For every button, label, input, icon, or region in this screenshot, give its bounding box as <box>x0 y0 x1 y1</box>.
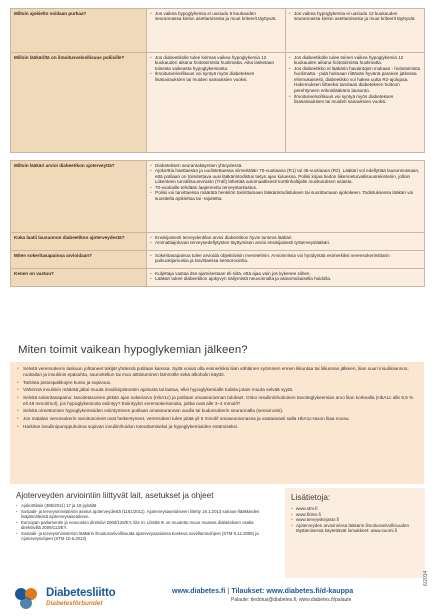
laws-section <box>16 491 261 542</box>
list-item: • Ajokorttilain (386/2011) 17 ja 18 pykälät <box>16 503 261 508</box>
question-cell: Milloin lääkäri arvioi diabeetikon ajoterveyttä? <box>11 161 147 233</box>
list-item: • Harkitse insuliinipumppuhoitoa sopivan insuliinihoidon toteuttamiseksi ja hypoglykemioiden estämiseksi. <box>17 424 418 430</box>
list-item: • Ajokorttia haettaessa ja uudistettaessa viimeistään 70-vuotiaana (R1) tai 45-vuotiaana (R2). Lääkäri voi edellyttää lausunnossaan, että potilaan on toimitettava uusi lääkärintodistus tietyn ajan kuluessa. Poliisi kirjaa tiedon liikenneturvallisuusrekisteriin, jolloin Liikenteen turvallisuusvirasto (Trafi) lähettää automaattisesti korttinhaltijalle muistutuksen asiasta. <box>150 168 421 185</box>
list-item: • Jos matalan verensokerin varoitusoireet ovat heikentyneet, verensokeri tulee pitää yli 5 mmol/l omaseurannassa ja vastaavasti salla HbA1c-tason liiaa nousu. <box>17 416 418 422</box>
logo-subtitle: Diabetesförbundet <box>46 600 103 607</box>
section-title: Miten toimit vaikean hypoglykemian jälkeen? <box>18 344 248 356</box>
list-item: • Euroopan parlamentin ja neuvoston direktiivi 2006/126/EY, liite III. Liitettä III on muutettu muun muassa diabeteksen osalta direktiivillä 2009/113/EY. <box>16 520 261 530</box>
list-item: • Selvitä sokeritasapaino: tavoitetasoinen pitkän ajan sokeriarvo (HbA1c) ja potilaan omaseurannan tulokset. Onko insuliininhoitoinen tavoiteglykeemian arvo liian korkealla (HbA1c alle 6,5 % eli 48 mmol/mol), jos hypoglykemioita esiintyy? Esiintyykö verensokerianoita, joitka ovat alle 3–4 mmol/l? <box>17 395 418 407</box>
answer-cell <box>147 53 286 153</box>
answer-cell <box>147 269 425 287</box>
list-item: • Vähennä insuliinin määrää jaltai muuta insuliinipistosten ajoitusta tai laatua, ellei hypoglykemialle todeta jotain muuta selvää syytä. <box>17 387 418 393</box>
table-row <box>11 53 425 153</box>
hypoglycemia-steps-box <box>10 362 424 484</box>
link-item[interactable]: • www.stm.fi <box>291 506 419 512</box>
list-item: • Diabeteksen seurantakäyntien yhteydessä. <box>150 163 421 169</box>
list-item: • Tarkista pistospaikkojen kunto ja sopivuus. <box>17 380 418 386</box>
list-item: • Jos diabeetikolle tulee kolmas vaikea hypoglykemia 12 kuukauden aikana hoitotoimista huolimatta. Aika lasketaan toisesta vaikeasta hypoglykemiasta. <box>150 55 282 72</box>
logo-mark-icon <box>12 585 42 611</box>
list-item: • Selvitä oireettomien hypoglykemioiden esiintyminen potilaan omaseurannan avulla tai kudossokerin seurannalla (sensorointi). <box>17 408 418 414</box>
list-item: • Jos vaikea hypoglykemia ei uusiudu 12 kuukauden seurannassa kielon asettamisesta ja muut kriteerit täyttyvät. <box>289 11 421 22</box>
answer-cell <box>286 9 425 53</box>
answer-cell <box>286 53 425 153</box>
list-item: • Kuljettaja vastaa itse ajamisestaan eli siitä, että ajaa vain jos kykenee siihen. <box>150 271 421 277</box>
question-cell: Kenen on vastuu? <box>11 269 147 287</box>
orders-label: Tilaukset: <box>231 587 265 595</box>
list-item: • Ajoterveyden arvioinnissa lääkärin ilmoitusvelvollisuuden täyttämisessä käytettävät lomakkeet: www.suomi.fi <box>291 523 419 534</box>
question-cell: Milloin ajokielto voidaan purkaa? <box>11 9 147 53</box>
table-row <box>11 269 425 287</box>
list-item: • Poliisi voi tarvittaessa määrätä henkilön toimittamaan lääkärintodistuksen tai suorittamaan ajokokeen. Todistuksessa lääkäri voi suositella ajokieltoa tai -rajoitetta. <box>150 190 421 201</box>
assessment-table <box>10 160 425 287</box>
site-link[interactable]: www.diabetes.fi <box>172 587 226 595</box>
list-item: • Sokeritasapainoa tulee arvioida objektiivisin menetelmin. Arvioinnissa voi hyödyntää esimerkiksi verensokerimittarin puikuokijamuisia ja tarvittaessa sensoroointia. <box>150 253 421 264</box>
list-item: • Selvitä verensokerin laskuun johtaneet tekijät yhdessä potilaan kanssa. Syitä voivat olla esimerkiksi liian vähäinen syöminen ennen liikuntaa tai liikunnan jälkeen, liian suuri insuliiniannos, ruokailun ja insuliinin epäsuhta, suunnitellun tai muu aittistuminen lämmölle sekä alkoholin käyttö. <box>17 366 418 378</box>
question-cell: Milloin lääkäriltä on ilmoitusvelvollisuus poliisille? <box>11 53 147 153</box>
criteria-table <box>10 8 425 153</box>
answer-cell <box>147 161 425 233</box>
list-item: • Ensisijaisesti terveydentilan arvioi diabeetikon hyvin tunteva lääkäri. <box>150 235 421 241</box>
feedback-text: Palaute: tiedotus@diabetes.fi, www.diabetes.fi/palaute <box>231 597 352 603</box>
answer-cell <box>147 233 425 251</box>
answer-cell <box>147 251 425 269</box>
list-item: • Jos diabeetikolle tulee toinen vaikea hypoglykemia 12 kuukauden aikana hoitotoimista huolimatta. <box>289 55 421 66</box>
footer-links <box>172 587 427 595</box>
list-item: • Ilmoitusvelvollisuus voi syntyä myös diabeteksen lisäsairauksien tai muiden sairauksien vuoksi. <box>289 94 421 105</box>
orders-link[interactable]: www.diabetes.fi/d-kauppa <box>266 587 354 595</box>
table-row <box>11 233 425 251</box>
more-info-title: Lisätietoja: <box>291 493 331 502</box>
table-row <box>11 251 425 269</box>
laws-title: Ajoterveyden arviointiin liittyvät lait, asetukset ja ohjeet <box>16 491 214 500</box>
question-cell: Kuka laatii lausunnon diabeetikon ajoterveydestä? <box>11 233 147 251</box>
question-cell: Miten sokeritasapainoa arvioidaan? <box>11 251 147 269</box>
table-row <box>11 9 425 53</box>
logo-name: Diabetesliitto <box>46 587 116 599</box>
table-row <box>11 161 425 233</box>
list-item: • Sosiaali- ja terveysministeriön asetus ajoterveydestä (1181/2011). Ajoterveysasetukseen liitetty 19.1.2013 sairaus-/lääkkeiden lisäjännitteistä ajoterveysasetuksen. <box>16 509 261 519</box>
answer-cell <box>147 9 286 53</box>
list-item: • Lääkäri tukee diabeetikon ajokyvyn säilymistä neuvonnalla ja asianmukaisella hoidolla. <box>150 276 421 282</box>
footer <box>172 587 427 603</box>
list-item: • Ilmoitusvelvollisuus voi syntyä myös diabeteksen lisäsairauksien tai muiden sairauksien vuoksi. <box>150 71 282 82</box>
list-item: • Sosiaali- ja terveysministeriön lääkärin ilmoitusvelvollisuutta ajoterveysasioissa koskeva sovellamisohjeet (STM 8.12.2006) ja Ajoterveysohjeet (STM 10.6.2013) <box>16 531 261 541</box>
link-item[interactable]: • www.terveyskirjasto.fi <box>291 517 419 523</box>
diabetesliitto-logo <box>12 585 172 611</box>
link-item[interactable]: • www.finlex.fi <box>291 512 419 518</box>
print-date: 6/2014 <box>423 570 429 586</box>
list-item: • 70-vuotiaille tehdään laajennettu terveystarkastus. <box>150 185 421 191</box>
list-item: • Ammattiajoluvan terveysedellytysten täyttymisen arvioi ensisijaisesti työterveyslääkäri. <box>150 240 421 246</box>
separator: | <box>227 587 230 595</box>
list-item: • Jos vaikea hypoglykemia ei uusiudu 6 kuukauden seurannassa kielon asettamisesta ja muut kriteerit täyttyvät. <box>150 11 282 22</box>
list-item: • Jos diabeetikko ei lääkärin havaintojen mukaan - hoitotoimista huolimatta - pidä hoitoaan riittävän hyvänä paranee jatkossa elinmukaisesti, diabeetikko voi hakea uutta R2-ajolupaa. Hakemuksen liitteeksi tarvitaan diabeteksen hoitoon perehtyneen erikoislääkärin lausunto. <box>289 66 421 94</box>
more-info-box <box>285 488 425 578</box>
